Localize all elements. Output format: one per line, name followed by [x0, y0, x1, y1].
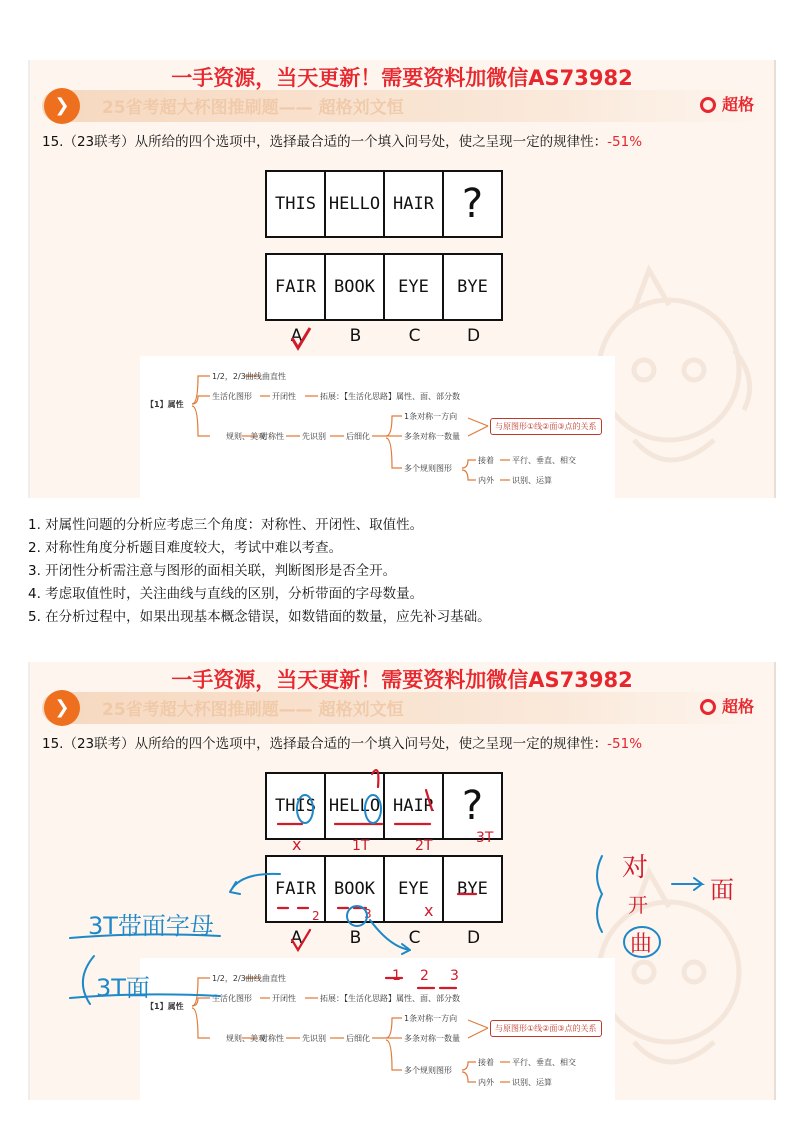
mm-node: 平行、垂直、相交 — [512, 456, 576, 465]
option-label-b: B — [349, 928, 362, 948]
option-c-cell[interactable]: EYE — [385, 255, 444, 319]
mm-node: 多个规则图形 — [404, 1066, 452, 1075]
mm-node: 先识别 — [302, 1034, 326, 1043]
anno-count: 3T — [476, 830, 494, 846]
course-title: 25省考超大杯图推刷题—— 超格刘文恒 — [102, 98, 404, 118]
mm-node: 开闭性 — [272, 994, 296, 1003]
note-item: 3. 开闭性分析需注意与图形的面相关联，判断图形是否全开。 — [28, 563, 397, 579]
mm-root: 【1】属性 — [146, 1002, 184, 1011]
option-a-cell[interactable]: FAIR — [267, 857, 326, 921]
logo-text: 超格 — [721, 95, 754, 114]
puzzle-cell: THIS — [267, 172, 326, 236]
option-d-cell[interactable]: BYE — [457, 879, 488, 899]
anno-left-note2: 3T面 — [96, 974, 150, 1002]
anno-count: 2T — [415, 838, 433, 854]
mm-node: 多条对称一数量 — [404, 1034, 460, 1043]
mm-node: 生活化图形 — [212, 994, 252, 1003]
anno-right-note2: 开 — [628, 893, 648, 917]
anno-count: 1T — [352, 838, 370, 854]
mm-root: 【1】属性 — [146, 400, 184, 409]
mm-node: 多个规则图形 — [404, 464, 452, 473]
note-item: 2. 对称性角度分析题目难度较大，考试中难以考查。 — [28, 540, 343, 556]
option-label-b: B — [349, 326, 362, 346]
puzzle-cell: HAIR — [385, 774, 444, 838]
anno-right-note3: 面 — [710, 876, 734, 904]
mm-node: 1条对称一方向 — [404, 1014, 458, 1023]
note-item: 4. 考虑取值性时，关注曲线与直线的区别，分析带面的字母数量。 — [28, 586, 424, 602]
slide-annotated — [28, 662, 776, 1100]
mm-node: 内外 — [478, 1078, 494, 1087]
mm-node: 1/2，2/3曲线 — [212, 974, 262, 983]
mm-node: 识别、运算 — [512, 476, 552, 485]
note-item: 5. 在分析过程中，如果出现基本概念错误，如数错面的数量，应先补习基础。 — [28, 609, 491, 625]
puzzle-cell: HAIR — [385, 172, 444, 236]
option-c-cell[interactable]: EYE — [385, 857, 444, 921]
mm-node: 内外 — [478, 476, 494, 485]
anno-right-note1: 对 — [622, 853, 649, 883]
mm-node: 对称性 — [260, 432, 284, 441]
puzzle-question-mark: ? — [461, 181, 484, 227]
anno-number: 2 — [420, 968, 429, 984]
mm-node: 曲直性 — [262, 974, 286, 983]
mm-node: 先识别 — [302, 432, 326, 441]
option-b-cell[interactable]: BOOK — [326, 857, 385, 921]
accuracy-rate: -51% — [607, 736, 643, 752]
mm-node: 多条对称一数量 — [404, 432, 460, 441]
mm-node: 拓展：【生活化思路】属性、面、部分数 — [320, 392, 460, 401]
mm-node: 曲直性 — [262, 372, 286, 381]
knowledge-mindmap — [140, 356, 615, 498]
mm-node: 平行、垂直、相交 — [512, 1058, 576, 1067]
mm-node: 规则、美观 — [226, 1034, 266, 1043]
option-label-a: A — [290, 928, 303, 948]
puzzle-cell: THIS — [267, 774, 326, 838]
anno-row2-count: 3 — [364, 907, 372, 921]
handwritten-annotations — [30, 662, 774, 1100]
option-label-d: D — [466, 326, 481, 346]
note-item: 1. 对属性问题的分析应考虑三个角度：对称性、开闭性、取值性。 — [28, 517, 424, 533]
promo-banner: 一手资源，当天更新！需要资料加微信AS73982 — [171, 66, 633, 90]
anno-number: 3 — [450, 968, 459, 984]
option-a-cell[interactable]: FAIR — [267, 255, 326, 319]
mm-node: 拓展：【生活化思路】属性、面、部分数 — [320, 994, 460, 1003]
chevron-right-icon: ❯ — [44, 690, 80, 726]
anno-number: 1 — [392, 968, 401, 984]
option-label-c: C — [408, 928, 421, 948]
mm-node: 对称性 — [260, 1034, 284, 1043]
option-label-c: C — [408, 326, 421, 346]
slide-top — [28, 60, 776, 498]
anno-cross: x — [292, 835, 302, 854]
question-stem: 15.（23联考）从所给的四个选项中，选择最合适的一个填入问号处，使之呈现一定的规律性： — [42, 736, 608, 752]
accuracy-rate: -51% — [607, 134, 643, 150]
promo-banner: 一手资源，当天更新！需要资料加微信AS73982 — [171, 668, 633, 692]
mm-node: 后细化 — [346, 1034, 370, 1043]
mm-node: 生活化图形 — [212, 392, 252, 401]
anno-right-note4: 曲 — [630, 932, 653, 957]
mm-relation-box: 与原图形①线②面③点的关系 — [490, 418, 602, 435]
logo-text: 超格 — [721, 697, 754, 716]
mm-node: 识别、运算 — [512, 1078, 552, 1087]
anno-left-note1: 3T带面字母 — [88, 912, 214, 940]
anno-cross: x — [424, 901, 434, 920]
mm-node: 1条对称一方向 — [404, 412, 458, 421]
mm-node: 开闭性 — [272, 392, 296, 401]
puzzle-cell: HELLO — [326, 172, 385, 236]
option-d-cell[interactable]: BYE — [457, 277, 488, 297]
mm-relation-box: 与原图形①线②面③点的关系 — [490, 1020, 602, 1037]
mm-node: 规则、美观 — [226, 432, 266, 441]
puzzle-question-mark: ? — [461, 783, 484, 829]
mm-node: 后细化 — [346, 432, 370, 441]
chevron-right-icon: ❯ — [44, 88, 80, 124]
mm-node: 接着 — [478, 456, 494, 465]
option-label-a: A — [290, 326, 303, 346]
mm-node: 1/2，2/3曲线 — [212, 372, 262, 381]
mm-node: 接着 — [478, 1058, 494, 1067]
option-b-cell[interactable]: BOOK — [326, 255, 385, 319]
puzzle-cell: HELLO — [326, 774, 385, 838]
anno-row2-count: 2 — [312, 909, 320, 923]
question-stem: 15.（23联考）从所给的四个选项中，选择最合适的一个填入问号处，使之呈现一定的规律性： — [42, 134, 608, 150]
summary-notes — [28, 514, 491, 629]
course-title: 25省考超大杯图推刷题—— 超格刘文恒 — [102, 700, 404, 720]
option-label-d: D — [466, 928, 481, 948]
